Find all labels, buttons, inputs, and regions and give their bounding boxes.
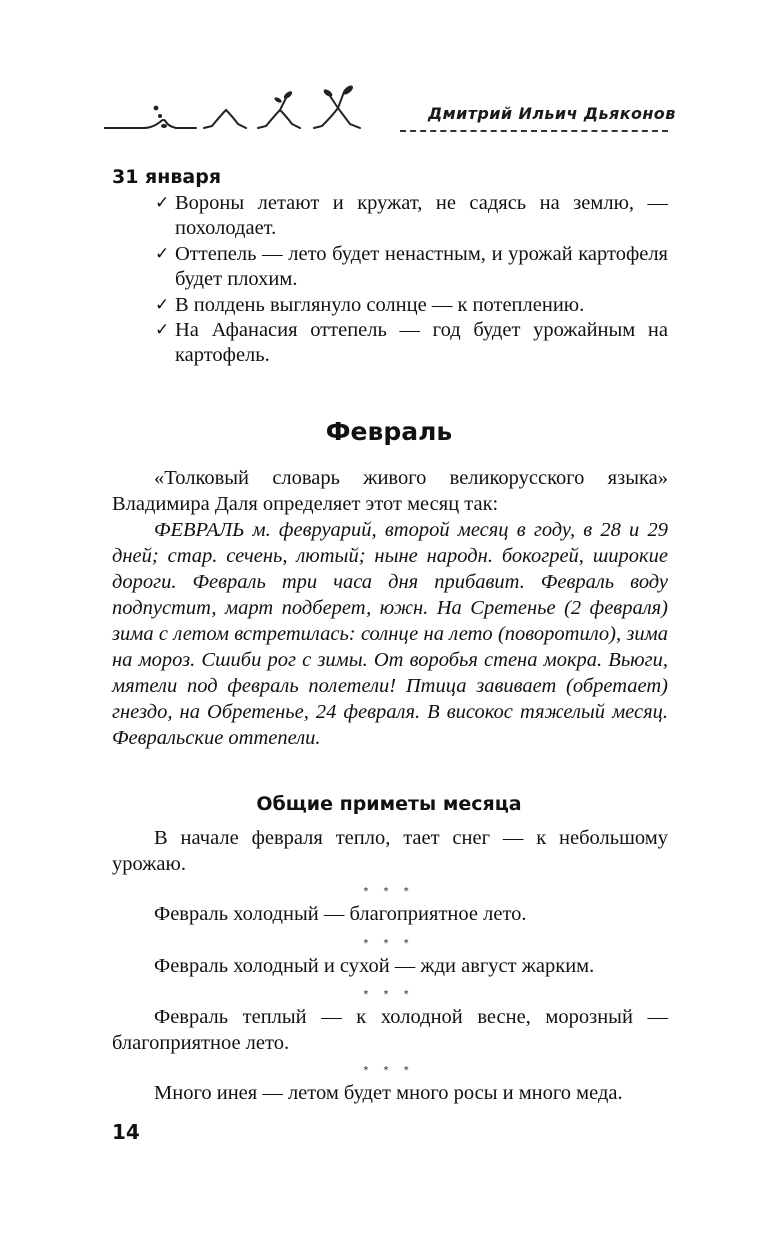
check-icon: ✓ [155,243,170,264]
asterism-separator: * * * [363,886,415,897]
omen-paragraph: Февраль холодный — благоприятное лето. [154,903,527,925]
signs-list [150,191,668,369]
dictionary-entry: ФЕВРАЛЬ м. февруарий, второй месяц в году, в 28 и 29 дней; стар. сечень, лютый; ныне народн. бокогрей, широкие дороги. Февраль три часа дня прибавит. Февраль воду подпустит, март подберет, южн. На Сретенье (2 февраля) зима с летом встретилась: солнце на лето (поворотило), зима на мороз. Сшиби рог с зимы. От воробья стена мокра. Вьюги, мятели под февраль полетели! Птица завивает (обретает) гнездо, на Обретенье, 24 февраля. В високос тяжелый месяц. Февральские оттепели. [112,519,668,749]
check-icon: ✓ [155,294,170,315]
check-icon: ✓ [155,193,170,213]
asterism-separator: * * * [363,938,415,949]
running-head-rule [400,130,668,132]
omen-paragraph: Много инея — летом будет много росы и много меда. [154,1082,623,1104]
list-item [150,318,668,369]
subsection-title: Общие приметы месяца [256,793,522,815]
list-item [150,191,668,242]
asterism-separator: * * * [363,989,415,1000]
check-icon: ✓ [155,320,170,341]
list-item [150,242,668,293]
sprouting-seed-ornament [104,84,404,140]
page-number: 14 [112,1120,140,1144]
list-item [150,293,668,318]
sign-text: Вороны летают и кружат, не садясь на землю, — похолодает. [175,192,668,240]
sign-text: В полдень выглянуло солнце — к потеплению. [175,293,585,316]
day-heading: 31 января [112,166,222,188]
omen-paragraph: Февраль теплый — к холодной весне, морозный — благоприятное лето. [112,1006,668,1054]
section-title: Февраль [325,417,453,446]
sign-text: На Афанасия оттепель — год будет урожайным на картофель. [175,319,668,367]
intro-paragraph: «Толковый словарь живого великорусского языка» Владимира Даля определяет этот месяц так: [112,467,668,515]
omen-paragraph: Февраль холодный и сухой — жди август жарким. [154,955,595,977]
asterism-separator: * * * [363,1065,415,1076]
sign-text: Оттепель — лето будет ненастным, и урожай картофеля будет плохим. [175,242,668,291]
omen-paragraph: В начале февраля тепло, тает снег — к небольшому урожаю. [112,827,668,875]
running-head-author: Дмитрий Ильич Дьяконов [428,104,676,123]
